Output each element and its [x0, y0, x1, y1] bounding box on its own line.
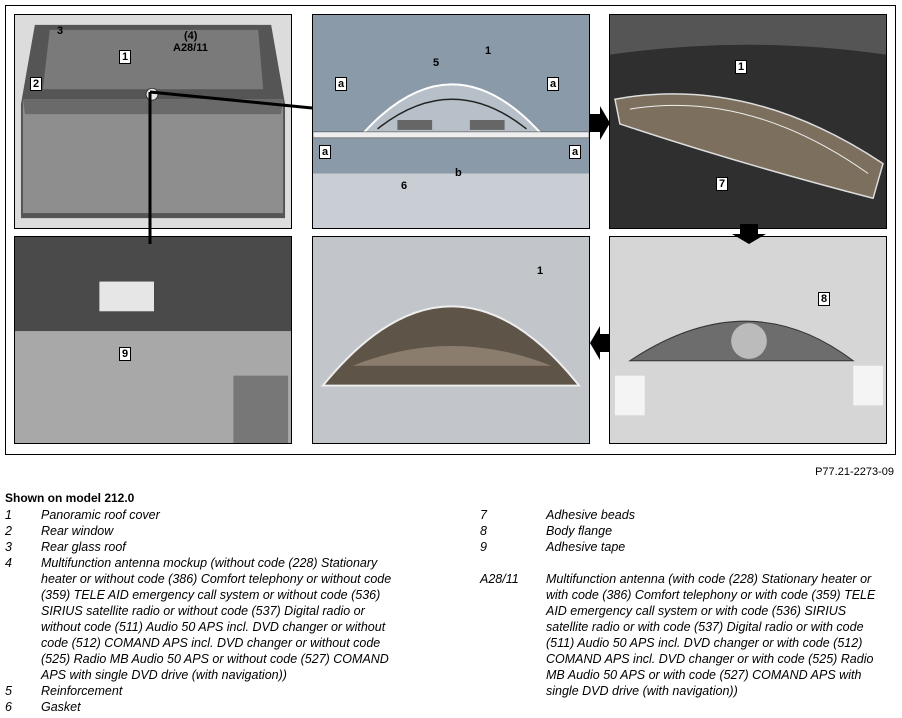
legend-number: 6: [5, 700, 12, 714]
label-3: 3: [57, 25, 64, 37]
caption-title: Shown on model 212.0: [5, 491, 135, 505]
photo-interior-tape: [14, 236, 292, 444]
legend-text: Panoramic roof cover: [41, 508, 160, 522]
arrow-right-icon: [590, 106, 610, 140]
legend-text: Multifunction antenna mockup (without code (228) Stationary heater or without code (386) Comfort telephony or without code (359) TELE AID emergency call system or without code (536) SIRIUS satellite radio or without code (537) Digital radio or without code (511) Audio 50 APS incl. DVD changer or without code (512) COMAND APS incl. DVD changer or without code (525) Radio MB Audio 50 APS or without code (527) COMAND APS with single DVD drive (with navigation)): [41, 556, 392, 682]
legend-item: [5, 699, 403, 715]
leader-line: [146, 86, 316, 246]
legend-text: Gasket: [41, 700, 81, 714]
label-a-right-top: a: [547, 77, 559, 91]
figure-reference: P77.21-2273-09: [815, 466, 894, 478]
photo-cover-adhesive: [609, 14, 887, 229]
label-4-paren: (4): [184, 30, 198, 42]
label-1-removed: 1: [537, 265, 544, 277]
label-1: 1: [119, 50, 131, 64]
label-1-cover: 1: [735, 60, 747, 74]
legend-text: Rear window: [41, 524, 114, 538]
label-1-center: 1: [485, 45, 492, 57]
legend-number: 4: [5, 556, 12, 570]
label-2: 2: [30, 77, 42, 91]
label-9: 9: [119, 347, 131, 361]
legend-number: 8: [480, 524, 487, 538]
legend-item: [480, 571, 886, 699]
legend-text: Body flange: [546, 524, 613, 538]
label-a-left-top: a: [335, 77, 347, 91]
legend-number: 9: [480, 540, 487, 554]
legend-item: [5, 539, 403, 555]
legend-text: Reinforcement: [41, 684, 123, 698]
legend-item: [480, 507, 886, 523]
label-6: 6: [401, 180, 408, 192]
legend-item: [5, 555, 403, 683]
legend-number: 5: [5, 684, 12, 698]
legend-number: A28/11: [480, 572, 519, 586]
legend-number: 7: [480, 508, 487, 522]
photo-cross-section: [312, 14, 590, 229]
label-7: 7: [716, 177, 728, 191]
photo-body-flange: [609, 236, 887, 444]
legend-item: [480, 539, 886, 555]
label-b: b: [455, 167, 462, 179]
legend-item: [480, 523, 886, 539]
arrow-down-icon: [732, 224, 766, 244]
legend-item: [5, 523, 403, 539]
legend-spacer: [480, 555, 886, 571]
legend-number: 2: [5, 524, 12, 538]
legend-number: 1: [5, 508, 12, 522]
legend-right: [480, 507, 886, 699]
label-a-left-bottom: a: [319, 145, 331, 159]
legend-item: [5, 683, 403, 699]
legend-text: Multifunction antenna (with code (228) Stationary heater or with code (386) Comfort telephony or with code (359) TELE AID emergency call system or with code (536) SIRIUS satellite radio or with code (537) Digital radio or with code (511) Audio 50 APS incl. DVD changer or with code (512) COMAND APS incl. DVD changer or with code (525) Radio MB Audio 50 APS or with code (527) COMAND APS with single DVD drive (with navigation)): [546, 572, 876, 698]
legend-number: 3: [5, 540, 12, 554]
label-8: 8: [818, 292, 830, 306]
label-5: 5: [433, 57, 440, 69]
legend-left: [5, 507, 403, 715]
label-a-right-bottom: a: [569, 145, 581, 159]
label-a28-11: A28/11: [173, 42, 208, 54]
legend-text: Adhesive tape: [546, 540, 626, 554]
arrow-left-icon: [590, 326, 610, 360]
legend-text: Adhesive beads: [546, 508, 635, 522]
photo-cover-removed: [312, 236, 590, 444]
legend-item: [5, 507, 403, 523]
figure-frame: [5, 5, 896, 455]
legend-text: Rear glass roof: [41, 540, 126, 554]
